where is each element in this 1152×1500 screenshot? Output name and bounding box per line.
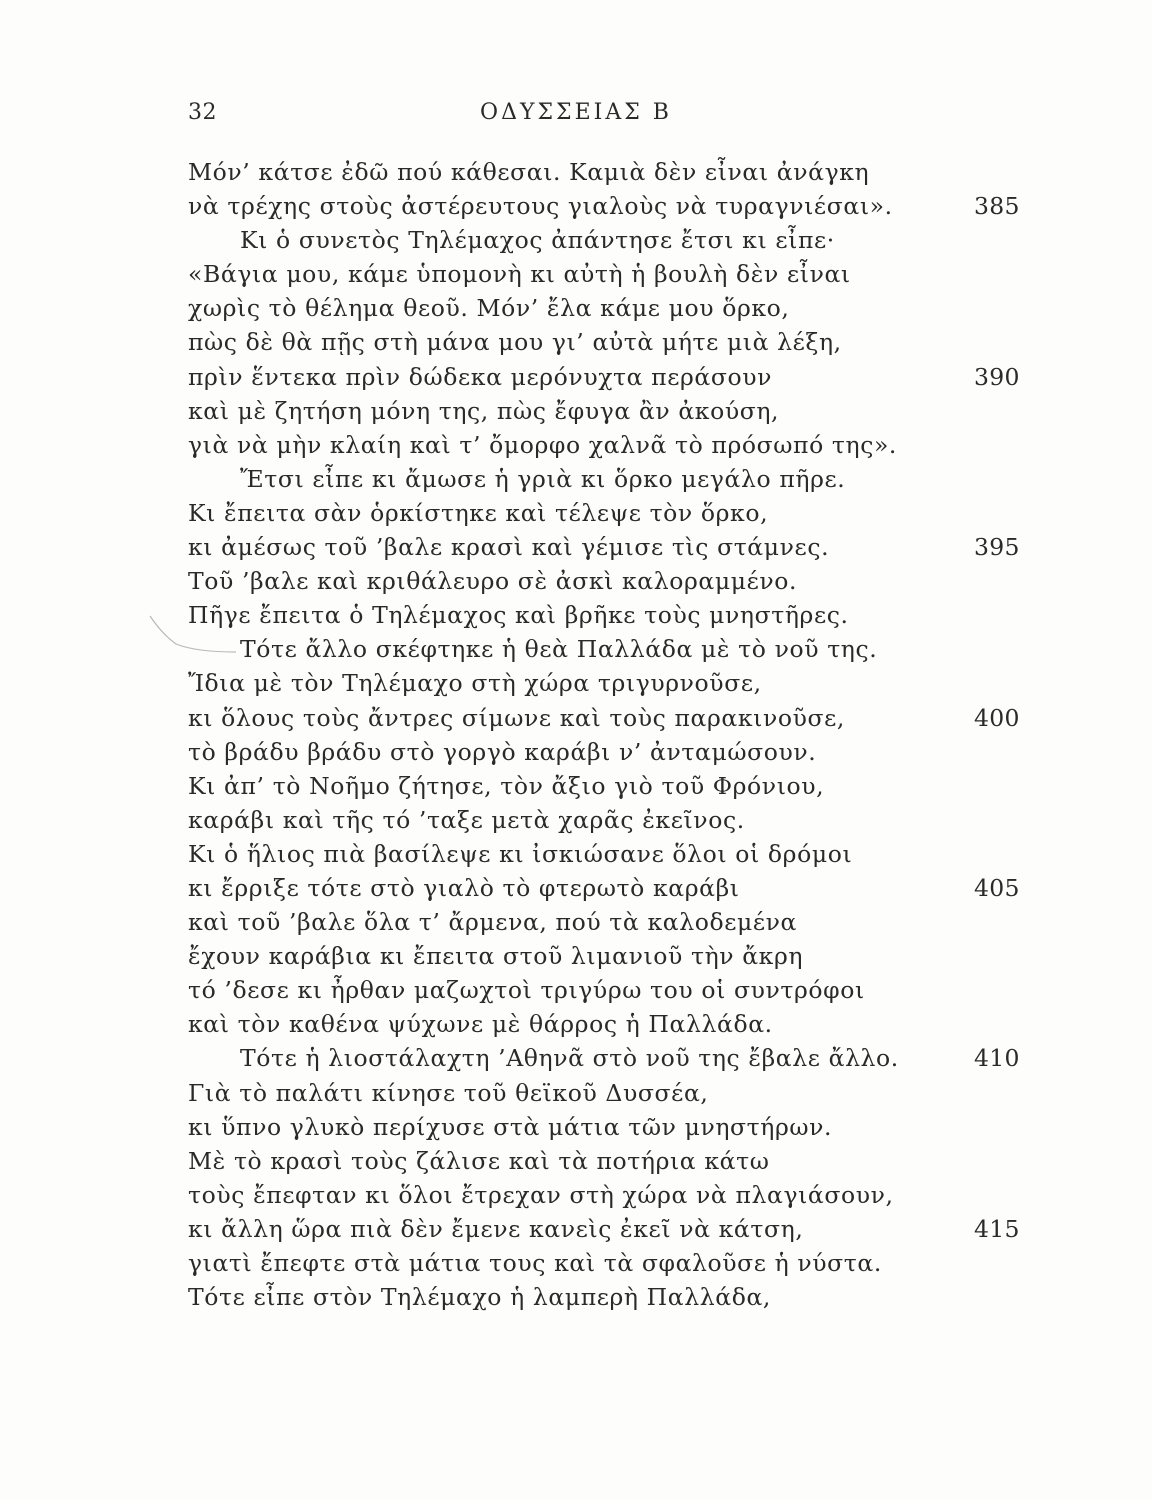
verse-text: Τότε ἄλλο σκέφτηκε ἡ θεὰ Παλλάδα μὲ τὸ νοῦ της. (240, 635, 878, 664)
line-number: 400 (974, 703, 1020, 732)
verse-text: νὰ τρέχης στοὺς ἀστέρευτους γιαλοὺς νὰ τυραγνιέσαι». (188, 192, 893, 221)
verse-text: «Βάγια μου, κάμε ὑπομονὴ κι αὐτὴ ἡ βουλὴ δὲν εἶναι (188, 260, 851, 289)
verse-line (188, 939, 1048, 973)
line-number: 410 (974, 1044, 1020, 1073)
verse-text: Ἴδια μὲ τὸν Τηλέμαχο στὴ χώρα τριγυρνοῦσε, (188, 669, 762, 698)
verse-line (188, 632, 1048, 666)
line-number: 405 (974, 873, 1020, 902)
verse-text: καὶ τοῦ ’βαλε ὅλα τ’ ἄρμενα, πού τὰ καλοδεμένα (188, 908, 797, 937)
verse-line (188, 598, 1048, 632)
verse-line (188, 1076, 1048, 1110)
verse-line (188, 905, 1048, 939)
verse-text: Μόν’ κάτσε ἐδῶ πού κάθεσαι. Καμιὰ δὲν εἶναι ἀνάγκη (188, 158, 870, 186)
verse-line (188, 871, 1048, 905)
verse-line (188, 564, 1048, 598)
verse-text: κι ἀμέσως τοῦ ’βαλε κρασὶ καὶ γέμισε τὶς στάμνες. (188, 533, 830, 562)
verse-line (188, 701, 1048, 735)
verse-text: Μὲ τὸ κρασὶ τοὺς ζάλισε καὶ τὰ ποτήρια κάτω (188, 1146, 770, 1175)
verse-text: καράβι καὶ τῆς τό ’ταξε μετὰ χαρᾶς ἐκεῖνος. (188, 805, 745, 834)
verse-text: Κι ὁ συνετὸς Τηλέμαχος ἀπάντησε ἔτσι κι εἶπε· (240, 226, 835, 255)
verse-text: Τότε εἶπε στὸν Τηλέμαχο ἡ λαμπερὴ Παλλάδα, (188, 1283, 771, 1312)
verse-text: κι ἄλλη ὥρα πιὰ δὲν ἔμενε κανεὶς ἐκεῖ νὰ κάτση, (188, 1214, 804, 1243)
verse-text: κι ἔρριξε τότε στὸ γιαλὸ τὸ φτερωτὸ καράβι (188, 873, 740, 902)
verse-line (188, 325, 1048, 359)
verse-line (188, 223, 1048, 257)
line-number: 385 (974, 192, 1020, 221)
verse-text: πρὶν ἕντεκα πρὶν δώδεκα μερόνυχτα περάσουν (188, 362, 773, 391)
verse-text: καὶ μὲ ζητήση μόνη της, πὼς ἔφυγα ἂν ἀκούση, (188, 396, 780, 425)
verse-text: χωρὶς τὸ θέλημα θεοῦ. Μόν’ ἔλα κάμε μου ὅρκο, (188, 294, 790, 323)
verse-text: Γιὰ τὸ παλάτι κίνησε τοῦ θεϊκοῦ Δυσσέα, (188, 1078, 709, 1107)
verse-text: Κι ἀπ’ τὸ Νοῆμο ζήτησε, τὸν ἄξιο γιὸ τοῦ Φρόνιου, (188, 771, 825, 800)
verse-line (188, 769, 1048, 803)
page-number: 32 (188, 100, 217, 125)
verse-line (188, 735, 1048, 769)
line-number: 390 (974, 362, 1020, 391)
verse-line (188, 394, 1048, 428)
poem-body (188, 155, 1048, 1314)
verse-line (188, 1007, 1048, 1041)
verse-line (188, 155, 1048, 189)
verse-line (188, 1110, 1048, 1144)
verse-text: τοὺς ἔπεφταν κι ὅλοι ἔτρεχαν στὴ χώρα νὰ πλαγιάσουν, (188, 1180, 894, 1209)
verse-text: Πῆγε ἔπειτα ὁ Τηλέμαχος καὶ βρῆκε τοὺς μνηστῆρες. (188, 601, 849, 630)
verse-line (188, 1212, 1048, 1246)
verse-line (188, 189, 1048, 223)
verse-line (188, 837, 1048, 871)
verse-text: καὶ τὸν καθένα ψύχωνε μὲ θάρρος ἡ Παλλάδα. (188, 1010, 773, 1039)
running-title: ΟΔΥΣΣΕΙΑΣ Β (480, 100, 672, 125)
verse-text: τό ’δεσε κι ἦρθαν μαζωχτοὶ τριγύρω του οἱ συντρόφοι (188, 976, 865, 1005)
verse-text: πὼς δὲ θὰ πῇς στὴ μάνα μου γι’ αὐτὰ μήτε μιὰ λέξη, (188, 328, 842, 357)
verse-text: Κι ὁ ἥλιος πιὰ βασίλεψε κι ἰσκιώσανε ὅλοι οἱ δρόμοι (188, 839, 853, 868)
verse-text: γιατὶ ἔπεφτε στὰ μάτια τους καὶ τὰ σφαλοῦσε ἡ νύστα. (188, 1249, 882, 1277)
verse-line (188, 496, 1048, 530)
verse-text: κι ὅλους τοὺς ἄντρες σίμωνε καὶ τοὺς παρακινοῦσε, (188, 703, 845, 732)
line-number: 395 (974, 533, 1020, 562)
verse-line (188, 291, 1048, 325)
verse-line (188, 666, 1048, 700)
verse-line (188, 973, 1048, 1007)
line-number: 415 (974, 1214, 1020, 1243)
verse-line (188, 1246, 1048, 1280)
verse-text: Ἔτσι εἶπε κι ἄμωσε ἡ γριὰ κι ὅρκο μεγάλο πῆρε. (240, 464, 846, 493)
verse-line (188, 1144, 1048, 1178)
verse-text: τὸ βράδυ βράδυ στὸ γοργὸ καράβι ν’ ἀνταμώσουν. (188, 737, 817, 766)
verse-text: γιὰ νὰ μὴν κλαίη καὶ τ’ ὄμορφο χαλνᾶ τὸ πρόσωπό της». (188, 430, 897, 459)
verse-line (188, 530, 1048, 564)
verse-text: κι ὕπνο γλυκὸ περίχυσε στὰ μάτια τῶν μνηστήρων. (188, 1112, 833, 1141)
verse-text: Τότε ἡ λιοστάλαχτη ’Αθηνᾶ στὸ νοῦ της ἔβαλε ἄλλο. (240, 1044, 899, 1073)
verse-text: ἔχουν καράβια κι ἔπειτα στοῦ λιμανιοῦ τὴν ἄκρη (188, 942, 804, 971)
verse-line (188, 428, 1048, 462)
verse-text: Τοῦ ’βαλε καὶ κριθάλευρο σὲ ἀσκὶ καλοραμμένο. (188, 567, 798, 596)
verse-text: Κι ἔπειτα σὰν ὁρκίστηκε καὶ τέλεψε τὸν ὅρκο, (188, 498, 769, 527)
verse-line (188, 360, 1048, 394)
verse-line (188, 462, 1048, 496)
verse-line (188, 257, 1048, 291)
verse-line (188, 1280, 1048, 1314)
verse-line (188, 803, 1048, 837)
verse-line (188, 1041, 1048, 1075)
verse-line (188, 1178, 1048, 1212)
